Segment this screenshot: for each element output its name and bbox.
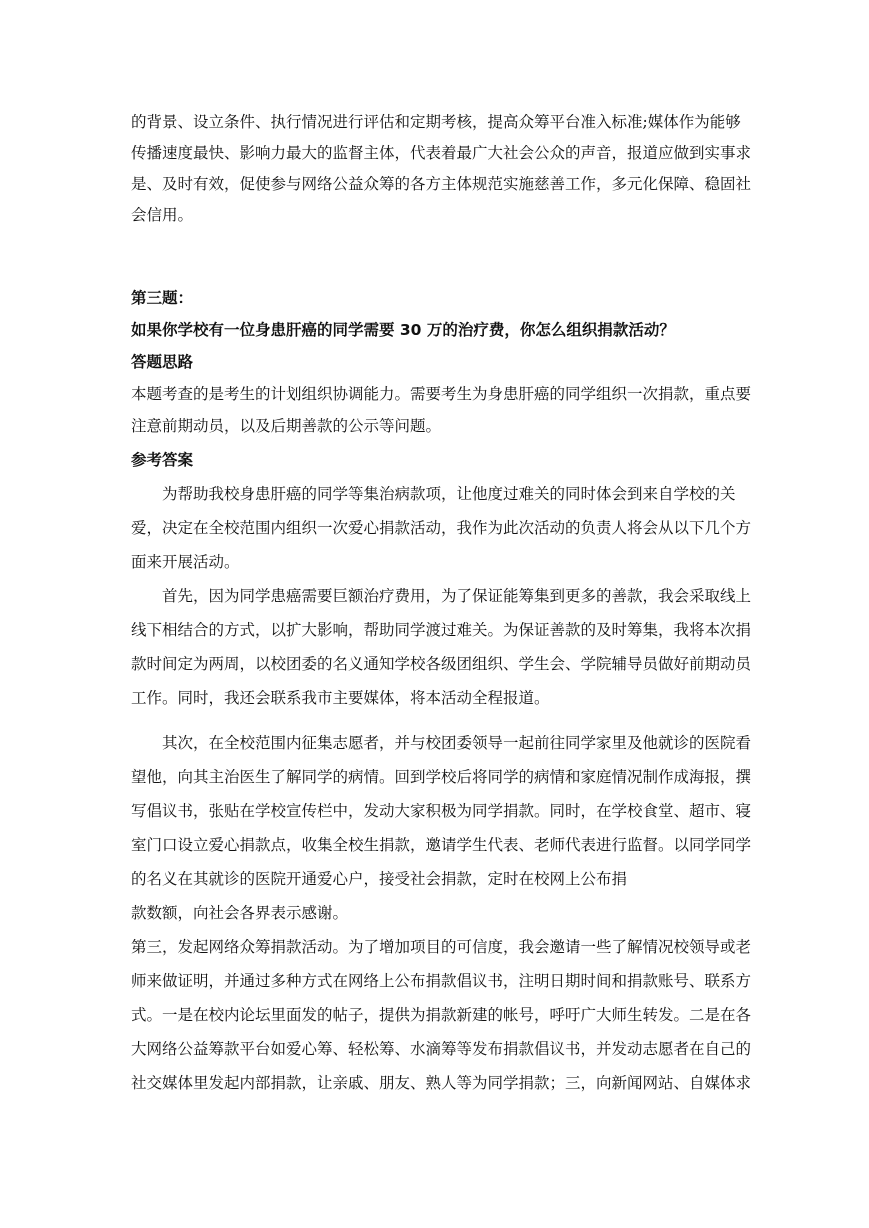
question-text: 如果你学校有一位身患肝癌的同学需要 30 万的治疗费，你怎么组织捐款活动？	[131, 321, 675, 339]
intro-line: 是、及时有效，促使参与网络公益众筹的各方主体规范实施慈善工作，多元化保障、稳固社	[131, 175, 752, 193]
intro-line: 传播速度最快、影响力最大的监督主体，代表着最广大社会公众的声音，报道应做到实事求	[131, 144, 752, 162]
answer-p2-line: 首先，因为同学患癌需要巨额治疗费用，为了保证能筹集到更多的善款，我会采取线上	[162, 587, 752, 605]
answer-p3-line: 其次，在全校范围内征集志愿者，并与校团委领导一起前往同学家里及他就诊的医院看	[162, 734, 752, 752]
answer-p3-line: 室门口设立爱心捐款点，收集全校生捐款，邀请学生代表、老师代表进行监督。以同学同学	[131, 836, 752, 854]
answer-p3-line: 的名义在其就诊的医院开通爱心户，接受社会捐款，定时在校网上公布捐	[131, 870, 628, 888]
answer-p3-line: 写倡议书，张贴在学校宣传栏中，发动大家积极为同学捐款。同时，在学校食堂、超市、寝	[131, 802, 752, 820]
question-heading: 第三题：	[131, 289, 194, 307]
thinking-heading: 答题思路	[131, 353, 194, 371]
answer-p3-line: 望他，向其主治医生了解同学的病情。回到学校后将同学的病情和家庭情况制作成海报，撰	[131, 768, 752, 786]
answer-p4-line: 社交媒体里发起内部捐款，让亲戚、朋友、熟人等为同学捐款；三，向新闻网站、自媒体求	[131, 1074, 752, 1092]
answer-p3-line: 款数额，向社会各界表示感谢。	[131, 904, 349, 922]
answer-p4-line: 大网络公益筹款平台如爱心筹、轻松筹、水滴筹等发布捐款倡议书，并发动志愿者在自己的	[131, 1040, 752, 1058]
answer-p2-line: 工作。同时，我还会联系我市主要媒体，将本活动全程报道。	[131, 689, 550, 707]
answer-p4-line: 师来做证明，并通过多种方式在网络上公布捐款倡议书，注明日期时间和捐款账号、联系方	[131, 972, 752, 990]
intro-line: 的背景、设立条件、执行情况进行评估和定期考核，提高众筹平台准入标准;媒体作为能够	[131, 113, 741, 131]
answer-p1-line: 爱，决定在全校范围内组织一次爱心捐款活动，我作为此次活动的负责人将会从以下几个方	[131, 519, 752, 537]
intro-line: 会信用。	[131, 206, 194, 224]
answer-p1-line: 面来开展活动。	[131, 553, 240, 571]
thinking-line: 本题考查的是考生的计划组织协调能力。需要考生为身患肝癌的同学组织一次捐款，重点要	[131, 385, 752, 403]
answer-p1-line: 为帮助我校身患肝癌的同学等集治病款项，让他度过难关的同时体会到来自学校的关	[162, 485, 736, 503]
answer-p4-line: 式。一是在校内论坛里面发的帖子，提供为捐款新建的帐号，呼吁广大师生转发。二是在各	[131, 1006, 752, 1024]
answer-heading: 参考答案	[131, 451, 194, 469]
answer-p2-line: 线下相结合的方式，以扩大影响，帮助同学渡过难关。为保证善款的及时筹集，我将本次捐	[131, 621, 752, 639]
answer-p4-line: 第三，发起网络众筹捐款活动。为了增加项目的可信度，我会邀请一些了解情况校领导或老	[131, 938, 752, 956]
answer-p2-line: 款时间定为两周，以校团委的名义通知学校各级团组织、学生会、学院辅导员做好前期动员	[131, 655, 752, 673]
thinking-line: 注意前期动员，以及后期善款的公示等问题。	[131, 417, 442, 435]
